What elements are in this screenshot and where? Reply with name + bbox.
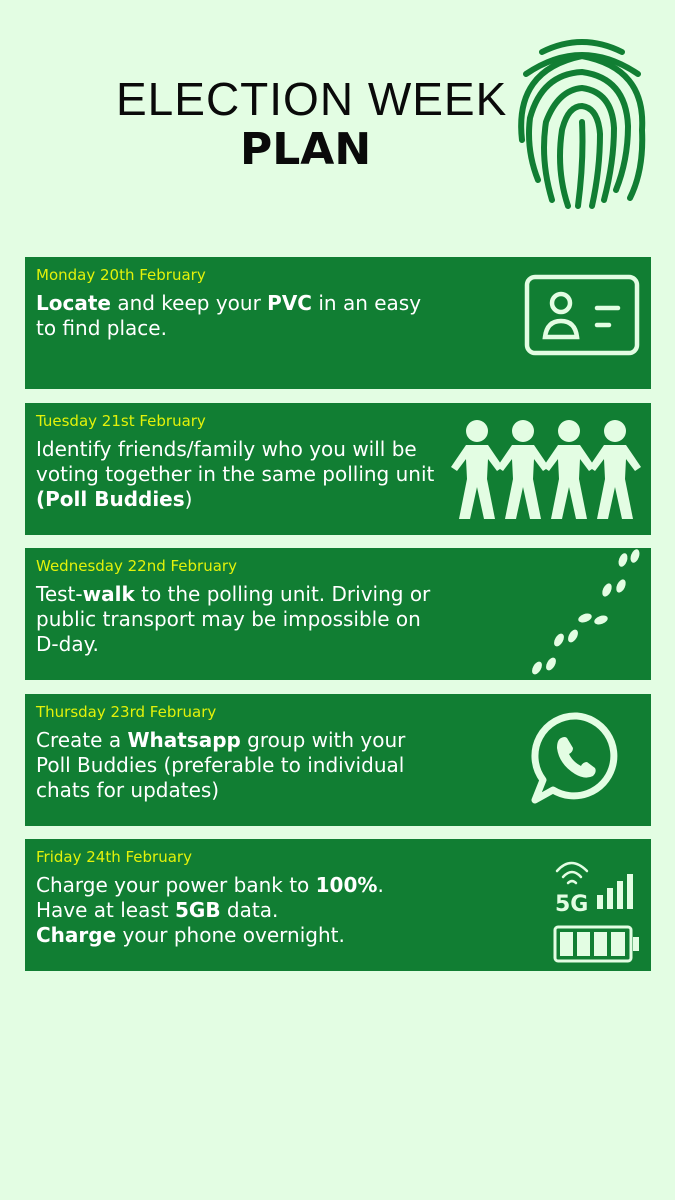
- day-date: Thursday 23rd February: [36, 703, 217, 721]
- body-text: Have at least: [36, 898, 175, 922]
- body-text: data.: [220, 898, 279, 922]
- body-text: to the polling unit. Driving or public transport may be impossible on D-day.: [36, 582, 431, 656]
- emphasis-text: 5GB: [174, 898, 221, 922]
- body-text: Test-: [36, 582, 83, 606]
- day-date: Tuesday 21st February: [36, 412, 206, 430]
- 5g-battery-icon: [553, 857, 645, 967]
- body-text: Charge your power bank to: [36, 873, 316, 897]
- emphasis-text: Locate: [36, 291, 111, 315]
- day-date: Wednesday 22nd February: [36, 557, 237, 575]
- emphasis-text: Charge: [36, 923, 117, 947]
- emphasis-text: PVC: [267, 291, 312, 315]
- people-chain-icon: [449, 417, 641, 523]
- whatsapp-icon: [529, 710, 625, 806]
- emphasis-text: 100%: [315, 873, 378, 897]
- day-text: [36, 873, 436, 948]
- day-date: Monday 20th February: [36, 266, 206, 284]
- body-text: Identify friends/family who you will be voting together in the same polling unit: [36, 437, 435, 486]
- day-text: [36, 728, 436, 803]
- body-text: and keep your: [110, 291, 268, 315]
- day-card-tuesday: [25, 403, 651, 535]
- fingerprint-icon: [512, 30, 652, 212]
- day-text: [36, 291, 436, 341]
- body-text: group with your Poll Buddies (preferable to individual chats for updates): [36, 728, 406, 802]
- day-card-monday: [25, 257, 651, 389]
- body-text: ): [184, 487, 193, 511]
- emphasis-text: Whatsapp: [127, 728, 241, 752]
- day-text: [36, 582, 436, 657]
- day-card-thursday: [25, 694, 651, 826]
- page-subtitle: PLAN: [240, 124, 372, 175]
- page-title: ELECTION WEEK: [116, 73, 508, 125]
- emphasis-text: walk: [82, 582, 135, 606]
- day-text: [36, 437, 436, 512]
- body-text: in an easy to find place.: [36, 291, 422, 340]
- emphasis-text: (Poll Buddies: [36, 487, 185, 511]
- day-card-friday: [25, 839, 651, 971]
- id-card-icon: [523, 273, 641, 357]
- body-text: your phone overnight.: [116, 923, 345, 947]
- day-card-wednesday: [25, 548, 651, 680]
- day-date: Friday 24th February: [36, 848, 192, 866]
- body-text: Create a: [36, 728, 128, 752]
- footprints-icon: [495, 548, 651, 680]
- 5g-label: 5G: [555, 892, 589, 917]
- body-text: .: [377, 873, 384, 897]
